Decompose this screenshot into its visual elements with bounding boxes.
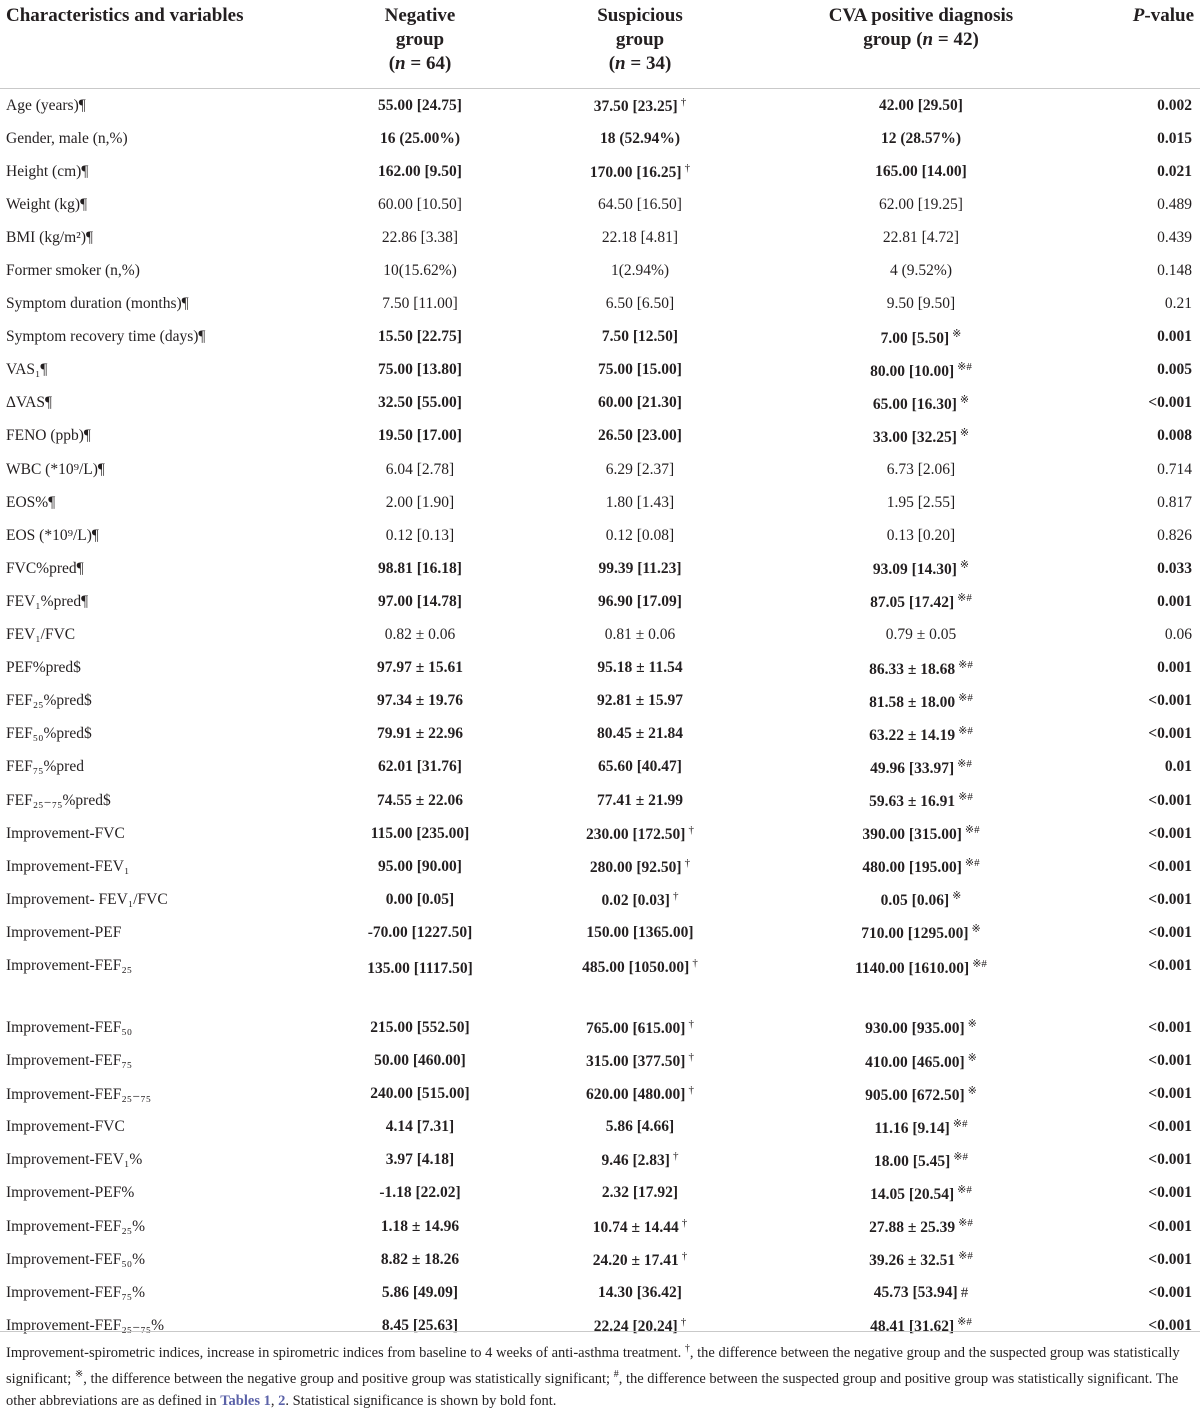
suspicious-group-value: 99.39 [11.23]	[598, 559, 682, 577]
negative-group-value: -1.18 [22.02]	[379, 1184, 461, 1202]
negative-group-value: 0.82 ± 0.06	[384, 626, 456, 644]
suspicious-group-value: 0.02 [0.03] †	[601, 889, 679, 909]
positive-group-value: 59.63 ± 16.91 ※#	[869, 791, 973, 811]
row-label: Height (cm)¶	[6, 162, 89, 180]
suspicious-group-value: 315.00 [377.50] †	[586, 1051, 694, 1071]
significance-mark: ※	[959, 559, 970, 572]
table-row	[0, 188, 1200, 221]
table-row	[0, 420, 1200, 453]
significance-mark: ※	[967, 1051, 977, 1064]
header-cva-positive-group: CVA positive diagnosis group (n = 42)	[752, 0, 1090, 89]
significance-mark: ※	[959, 426, 970, 439]
table-row	[0, 850, 1200, 883]
positive-group-value: 7.00 [5.50] ※	[880, 327, 962, 347]
table-body	[0, 89, 1200, 1343]
p-value: <0.001	[1148, 394, 1192, 412]
positive-group-value: 49.96 [33.97] ※#	[870, 757, 972, 777]
positive-group-value: 80.00 [10.00] ※#	[870, 360, 972, 380]
row-label: Symptom duration (months)¶	[6, 295, 189, 313]
table-row	[0, 254, 1200, 287]
positive-group-value: 4 (9.52%)	[890, 262, 952, 280]
positive-group-value: 410.00 [465.00] ※	[865, 1051, 977, 1071]
p-value: 0.001	[1157, 592, 1192, 610]
row-label: FEF₅₀%pred$	[6, 725, 92, 743]
p-value: <0.001	[1148, 1118, 1192, 1136]
p-value: 0.439	[1157, 228, 1192, 246]
significance-mark: ※#	[957, 757, 972, 770]
table-row	[0, 321, 1200, 354]
table-row	[0, 685, 1200, 718]
row-label: PEF%pred$	[6, 659, 81, 677]
positive-group-value: 11.16 [9.14] ※#	[874, 1117, 968, 1137]
significance-mark: ※	[952, 327, 962, 340]
row-label: EOS%¶	[6, 493, 56, 511]
row-label: BMI (kg/m²)¶	[6, 228, 94, 246]
p-value: <0.001	[1148, 692, 1192, 710]
negative-group-value: 135.00 [1117.50]	[367, 960, 473, 978]
negative-group-value: 95.00 [90.00]	[378, 857, 462, 875]
row-label: Improvement-FEV₁%	[6, 1151, 143, 1169]
positive-group-value: 22.81 [4.72]	[882, 228, 960, 246]
row-label: Improvement-PEF	[6, 923, 122, 941]
significance-mark: ※#	[958, 1217, 973, 1230]
positive-group-value: 480.00 [195.00] ※#	[862, 857, 980, 877]
suspicious-group-value: 7.50 [12.50]	[601, 328, 679, 346]
suspicious-group-value: 280.00 [92.50] †	[589, 856, 691, 876]
negative-group-value: 8.45 [25.63]	[381, 1316, 459, 1334]
suspicious-group-value: 10.74 ± 14.44 †	[592, 1216, 688, 1236]
suspicious-group-value: 37.50 [23.25] †	[593, 95, 687, 115]
negative-group-value: 50.00 [460.00]	[374, 1052, 466, 1070]
suspicious-group-value: 6.29 [2.37]	[605, 460, 675, 478]
suspicious-group-value: 14.30 [36.42]	[598, 1283, 682, 1301]
positive-group-value: 9.50 [9.50]	[886, 295, 956, 313]
suspicious-group-value: 485.00 [1050.00] †	[582, 957, 698, 977]
suspicious-group-value: 22.24 [20.24] †	[593, 1315, 687, 1335]
significance-mark: ※#	[958, 691, 973, 704]
row-label: Improvement-FEF₂₅%	[6, 1217, 146, 1235]
table-row	[0, 949, 1200, 1011]
positive-group-value: 65.00 [16.30] ※	[872, 393, 970, 413]
suspicious-group-value: 5.86 [4.66]	[605, 1118, 675, 1136]
negative-group-value: 79.91 ± 22.96	[376, 725, 463, 743]
table-header	[0, 0, 1200, 89]
row-label: Improvement- FEV₁/FVC	[6, 890, 168, 908]
p-value: 0.714	[1157, 460, 1192, 478]
significance-mark: ※#	[972, 958, 987, 971]
p-value: 0.06	[1164, 626, 1192, 644]
significance-mark: ※	[971, 923, 981, 936]
significance-mark: †	[692, 957, 698, 970]
negative-group-value: 6.04 [2.78]	[385, 460, 455, 478]
negative-group-value: 115.00 [235.00]	[370, 824, 470, 842]
positive-group-value: 6.73 [2.06]	[886, 460, 956, 478]
table-row	[0, 221, 1200, 254]
significance-mark: ※#	[964, 824, 980, 837]
row-label: FEF₂₅%pred$	[6, 692, 92, 710]
significance-mark: ※	[967, 1084, 977, 1097]
negative-group-value: 5.86 [49.09]	[381, 1283, 459, 1301]
suspicious-group-value: 0.81 ± 0.06	[604, 626, 676, 644]
table-row	[0, 89, 1200, 123]
positive-group-value: 62.00 [19.25]	[879, 195, 963, 213]
significance-mark: †	[684, 161, 691, 174]
suspicious-group-value: 1(2.94%)	[610, 262, 670, 280]
row-label: ΔVAS¶	[6, 394, 53, 412]
positive-group-value: 710.00 [1295.00] ※	[861, 923, 981, 943]
positive-group-value: 12 (28.57%)	[880, 129, 962, 147]
negative-group-value: 55.00 [24.75]	[378, 96, 462, 114]
suspicious-group-value: 77.41 ± 21.99	[596, 791, 683, 809]
p-value: 0.01	[1164, 758, 1192, 776]
significance-mark: ※	[967, 1018, 977, 1031]
table-row	[0, 751, 1200, 784]
negative-group-value: 75.00 [13.80]	[378, 361, 462, 379]
negative-group-value: 7.50 [11.00]	[382, 295, 458, 313]
table-row	[0, 552, 1200, 585]
p-value: <0.001	[1148, 824, 1192, 842]
table-row	[0, 1045, 1200, 1078]
positive-group-value: 81.58 ± 18.00 ※#	[869, 691, 973, 711]
p-value: 0.001	[1157, 659, 1192, 677]
negative-group-value: 8.82 ± 18.26	[380, 1250, 460, 1268]
significance-mark: ※	[952, 890, 962, 903]
suspicious-group-value: 170.00 [16.25] †	[589, 161, 691, 181]
p-value: 0.826	[1157, 526, 1192, 544]
significance-mark: ※#	[958, 1250, 973, 1263]
suspicious-group-value: 230.00 [172.50] †	[586, 823, 694, 843]
significance-mark: †	[681, 1216, 688, 1229]
p-value: <0.001	[1148, 725, 1192, 743]
p-value: 0.015	[1157, 129, 1192, 147]
positive-group-value: 48.41 [31.62] ※#	[870, 1316, 972, 1336]
suspicious-group-value: 1.80 [1.43]	[605, 493, 675, 511]
positive-group-value: 14.05 [20.54] ※#	[870, 1183, 972, 1203]
p-value: <0.001	[1148, 857, 1192, 875]
significance-mark: †	[680, 95, 687, 108]
significance-mark: †	[688, 1017, 694, 1030]
positive-group-value: 87.05 [17.42] ※#	[870, 592, 972, 612]
significance-mark: ※#	[964, 857, 980, 870]
table-row	[0, 288, 1200, 321]
table-bottom-rule	[0, 1331, 1200, 1332]
suspicious-group-value: 65.60 [40.47]	[598, 758, 682, 776]
row-label: Symptom recovery time (days)¶	[6, 328, 206, 346]
p-value: 0.001	[1157, 328, 1192, 346]
suspicious-group-value: 24.20 ± 17.41 †	[592, 1249, 688, 1269]
significance-mark: ※#	[957, 592, 972, 605]
negative-group-value: 74.55 ± 22.06	[376, 791, 463, 809]
significance-mark: ※#	[957, 360, 972, 373]
negative-group-value: 2.00 [1.90]	[385, 493, 455, 511]
table-row	[0, 519, 1200, 552]
row-label: Improvement-FEF₇₅%	[6, 1283, 146, 1301]
p-value: 0.021	[1157, 162, 1192, 180]
row-label: FVC%pred¶	[6, 559, 84, 577]
table-row	[0, 784, 1200, 817]
negative-group-value: -70.00 [1227.50]	[367, 923, 473, 941]
table-row	[0, 1243, 1200, 1276]
row-label: Former smoker (n,%)	[6, 262, 140, 280]
row-label: Improvement-FEF₅₀%	[6, 1250, 146, 1268]
table-row	[0, 387, 1200, 420]
row-label: Age (years)¶	[6, 96, 86, 114]
header-characteristics: Characteristics and variables	[0, 0, 312, 89]
p-value: 0.005	[1157, 361, 1192, 379]
negative-group-value: 215.00 [552.50]	[370, 1018, 470, 1036]
significance-mark: †	[680, 1315, 687, 1328]
suspicious-group-value: 0.12 [0.08]	[605, 526, 675, 544]
table-row	[0, 652, 1200, 685]
positive-group-value: 0.05 [0.06] ※	[880, 890, 962, 910]
significance-mark: †	[688, 823, 694, 836]
header-negative-group: Negative group (n = 64)	[312, 0, 528, 89]
significance-mark: ※#	[952, 1117, 968, 1130]
row-label: Improvement-FVC	[6, 1118, 125, 1136]
table-row	[0, 916, 1200, 949]
significance-mark: ※#	[958, 791, 973, 804]
positive-group-value: 18.00 [5.45] ※#	[874, 1150, 968, 1170]
p-value: <0.001	[1148, 791, 1192, 809]
row-label: FEF₇₅%pred	[6, 758, 84, 776]
header-suspicious-group: Suspicious group (n = 34)	[528, 0, 752, 89]
suspicious-group-value: 765.00 [615.00] †	[586, 1017, 694, 1037]
p-value: <0.001	[1148, 1085, 1192, 1103]
table-row	[0, 122, 1200, 155]
table-row	[0, 486, 1200, 519]
p-value: 0.21	[1164, 295, 1192, 313]
row-label: FEF₂₅₋₇₅%pred$	[6, 792, 111, 810]
negative-group-value: 97.97 ± 15.61	[376, 659, 463, 677]
significance-mark: #	[960, 1284, 969, 1301]
p-value: <0.001	[1148, 1217, 1192, 1235]
negative-group-value: 0.00 [0.05]	[385, 890, 455, 908]
table-2-link[interactable]: 2	[278, 1392, 286, 1409]
negative-group-value: 97.00 [14.78]	[378, 592, 462, 610]
positive-group-value: 0.79 ± 0.05	[885, 626, 957, 644]
table-row	[0, 585, 1200, 618]
positive-group-value: 63.22 ± 14.19 ※#	[869, 724, 973, 744]
negative-group-value: 15.50 [22.75]	[378, 328, 462, 346]
positive-group-value: 1.95 [2.55]	[886, 493, 956, 511]
negative-group-value: 4.14 [7.31]	[385, 1118, 455, 1136]
row-label: Gender, male (n,%)	[6, 129, 128, 147]
positive-group-value: 45.73 [53.94] #	[873, 1283, 969, 1301]
row-label: FEV₁%pred¶	[6, 592, 89, 610]
row-label: VAS₁¶	[6, 361, 48, 379]
p-value: <0.001	[1148, 1151, 1192, 1169]
p-value: <0.001	[1148, 923, 1192, 941]
significance-mark: †	[672, 889, 679, 902]
negative-group-value: 97.34 ± 19.76	[376, 692, 463, 710]
negative-group-value: 162.00 [9.50]	[378, 162, 462, 180]
positive-group-value: 27.88 ± 25.39 ※#	[869, 1217, 973, 1237]
row-label: Improvement-FEV₁	[6, 857, 130, 875]
suspicious-group-value: 80.45 ± 21.84	[596, 725, 683, 743]
p-value: 0.489	[1157, 195, 1192, 213]
table-row	[0, 1210, 1200, 1243]
table-row	[0, 1078, 1200, 1111]
row-label: Improvement-FEF₂₅₋₇₅	[6, 1085, 152, 1103]
table-row	[0, 883, 1200, 916]
row-label: Improvement-PEF%	[6, 1184, 135, 1202]
table-row	[0, 155, 1200, 188]
positive-group-value: 33.00 [32.25] ※	[872, 426, 970, 446]
suspicious-group-value: 2.32 [17.92]	[601, 1184, 679, 1202]
table-row	[0, 718, 1200, 751]
positive-group-value: 86.33 ± 18.68 ※#	[869, 658, 973, 678]
negative-group-value: 19.50 [17.00]	[378, 427, 462, 445]
suspicious-group-value: 150.00 [1365.00]	[586, 923, 694, 941]
table-row	[0, 1276, 1200, 1309]
positive-group-value: 930.00 [935.00] ※	[865, 1018, 977, 1038]
significance-mark: ※#	[958, 658, 973, 671]
negative-group-value: 16 (25.00%)	[379, 129, 461, 147]
suspicious-group-value: 620.00 [480.00] †	[586, 1084, 694, 1104]
suspicious-group-value: 92.81 ± 15.97	[596, 692, 683, 710]
table-row	[0, 1144, 1200, 1177]
table-row	[0, 453, 1200, 486]
significance-mark: ※#	[957, 1183, 972, 1196]
row-label: Improvement-FEF₂₅₋₇₅%	[6, 1317, 165, 1335]
row-label: FEV₁/FVC	[6, 626, 76, 644]
p-value: <0.001	[1148, 1316, 1192, 1334]
negative-group-value: 62.01 [31.76]	[378, 758, 462, 776]
row-label: Improvement-FVC	[6, 824, 125, 842]
p-value: <0.001	[1148, 1283, 1192, 1301]
row-label: EOS (*10⁹/L)¶	[6, 526, 99, 544]
positive-group-value: 390.00 [315.00] ※#	[862, 824, 980, 844]
significance-mark: †	[688, 1051, 694, 1064]
p-value: 0.033	[1157, 559, 1192, 577]
significance-mark: ※#	[953, 1150, 968, 1163]
table-row	[0, 1111, 1200, 1144]
negative-group-value: 240.00 [515.00]	[370, 1085, 470, 1103]
significance-mark: †	[672, 1150, 679, 1163]
negative-group-value: 1.18 ± 14.96	[380, 1217, 460, 1235]
table-row	[0, 817, 1200, 850]
row-label: FENO (ppb)¶	[6, 427, 91, 445]
suspicious-group-value: 22.18 [4.81]	[601, 228, 679, 246]
positive-group-value: 39.26 ± 32.51 ※#	[869, 1250, 973, 1270]
significance-mark: †	[681, 1249, 688, 1262]
row-label: Improvement-FEF₂₅	[6, 957, 133, 975]
negative-group-value: 32.50 [55.00]	[378, 394, 462, 412]
negative-group-value: 98.81 [16.18]	[378, 559, 462, 577]
p-value: <0.001	[1148, 1018, 1192, 1036]
positive-group-value: 905.00 [672.50] ※	[865, 1084, 977, 1104]
row-label: Improvement-FEF₇₅	[6, 1052, 133, 1070]
table-row	[0, 619, 1200, 652]
significance-mark: ※#	[958, 724, 973, 737]
positive-group-value: 165.00 [14.00]	[875, 162, 967, 180]
suspicious-group-value: 95.18 ± 11.54	[597, 659, 683, 677]
p-value: <0.001	[1148, 1052, 1192, 1070]
significance-mark: ※	[959, 393, 970, 406]
suspicious-group-value: 18 (52.94%)	[599, 129, 681, 147]
p-value: 0.148	[1157, 262, 1192, 280]
header-p-value: P-value	[1090, 0, 1200, 89]
significance-mark: ※#	[957, 1316, 972, 1329]
row-label: WBC (*10⁹/L)¶	[6, 460, 105, 478]
suspicious-group-value: 26.50 [23.00]	[598, 427, 682, 445]
suspicious-group-value: 60.00 [21.30]	[598, 394, 682, 412]
table-1-link[interactable]: Tables 1	[220, 1392, 271, 1409]
positive-group-value: 42.00 [29.50]	[879, 96, 963, 114]
suspicious-group-value: 96.90 [17.09]	[598, 592, 682, 610]
suspicious-group-value: 6.50 [6.50]	[605, 295, 675, 313]
significance-mark: †	[684, 856, 691, 869]
table-footnote: Improvement-spirometric indices, increase in spirometric indices from baseline to 4 weeks of anti-asthma treatment. †, the difference between the negative group and the suspected group was statistically significant; ※, the difference between the negative group and positive group was statistically significant; #, the difference between the suspected group and positive group was statistically significant. The other abbreviations are as defined in Tables 1, 2. Statistical significance is shown by bold font.	[6, 1343, 1180, 1409]
p-value: 0.002	[1157, 96, 1192, 114]
suspicious-group-value: 9.46 [2.83] †	[601, 1150, 679, 1170]
negative-group-value: 0.12 [0.13]	[385, 526, 455, 544]
table-row	[0, 1011, 1200, 1044]
p-value: <0.001	[1148, 1184, 1192, 1202]
positive-group-value: 1140.00 [1610.00] ※#	[855, 958, 987, 978]
p-value: <0.001	[1148, 1250, 1192, 1268]
positive-group-value: 0.13 [0.20]	[886, 526, 956, 544]
negative-group-value: 3.97 [4.18]	[385, 1151, 455, 1169]
p-value: <0.001	[1148, 957, 1192, 975]
p-value: 0.008	[1157, 427, 1192, 445]
suspicious-group-value: 64.50 [16.50]	[598, 195, 682, 213]
table-row	[0, 1177, 1200, 1210]
table-row	[0, 354, 1200, 387]
negative-group-value: 10(15.62%)	[383, 262, 457, 280]
row-label: Improvement-FEF₅₀	[6, 1018, 133, 1036]
p-value: 0.817	[1157, 493, 1192, 511]
p-value: <0.001	[1148, 890, 1192, 908]
negative-group-value: 60.00 [10.50]	[378, 195, 462, 213]
suspicious-group-value: 75.00 [15.00]	[598, 361, 682, 379]
negative-group-value: 22.86 [3.38]	[381, 228, 459, 246]
significance-mark: †	[688, 1084, 694, 1097]
row-label: Weight (kg)¶	[6, 195, 88, 213]
positive-group-value: 93.09 [14.30] ※	[872, 559, 970, 579]
